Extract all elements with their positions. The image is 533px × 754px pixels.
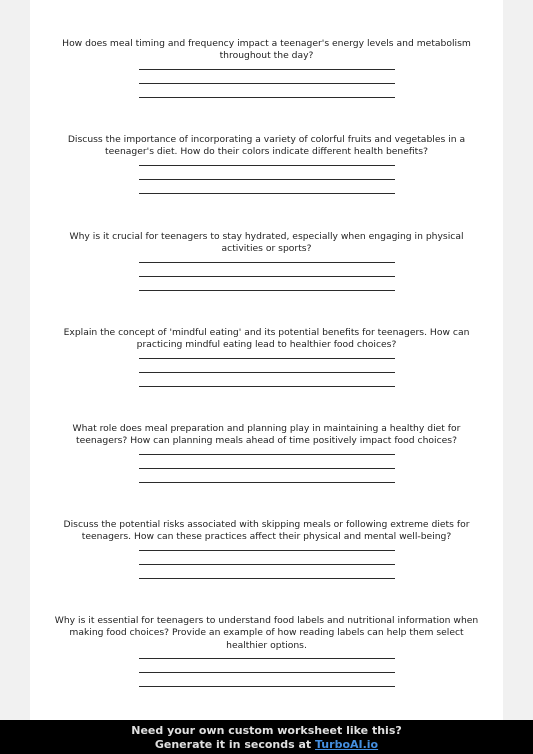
promo-headline: Need your own custom worksheet like this? <box>131 724 402 737</box>
question-block <box>30 327 503 387</box>
answer-line <box>139 578 395 579</box>
promo-subline-text: Generate it in seconds at <box>154 738 316 751</box>
question-text: Discuss the importance of incorporating a variety of colorful fruits and vegetables in a teenager's diet. How do their colors indicate different health benefits? <box>67 134 466 158</box>
question-block <box>30 615 503 687</box>
answer-line <box>139 276 395 277</box>
answer-line <box>139 372 395 373</box>
question-text: Discuss the potential risks associated with skipping meals or following extreme diets for teenagers. How can these practices affect their physical and mental well-being? <box>63 519 470 543</box>
answer-line <box>139 468 395 469</box>
question-text: How does meal timing and frequency impact a teenager's energy levels and metabolism throughout the day? <box>62 38 471 62</box>
answer-line <box>139 69 395 70</box>
answer-line <box>139 97 395 98</box>
answer-line <box>139 686 395 687</box>
answer-line <box>139 564 395 565</box>
answer-line <box>139 179 395 180</box>
answer-line <box>139 454 395 455</box>
question-block <box>30 519 503 579</box>
worksheet-page <box>30 0 503 754</box>
question-block <box>30 231 503 291</box>
promo-subline <box>0 738 533 751</box>
turboai-link[interactable]: TurboAI.io <box>315 738 379 751</box>
question-block <box>30 423 503 483</box>
answer-line <box>139 193 395 194</box>
question-block <box>30 38 503 98</box>
question-text: Why is it essential for teenagers to understand food labels and nutritional information when making food choices? Provide an example of how reading labels can help them select healthier options. <box>54 615 479 651</box>
answer-line <box>139 262 395 263</box>
answer-line <box>139 83 395 84</box>
answer-line <box>139 386 395 387</box>
answer-line <box>139 658 395 659</box>
promo-footer-bar <box>0 720 533 754</box>
answer-line <box>139 358 395 359</box>
question-text: What role does meal preparation and planning play in maintaining a healthy diet for teenagers? How can planning meals ahead of time positively impact food choices? <box>72 423 461 447</box>
answer-line <box>139 165 395 166</box>
question-block <box>30 134 503 194</box>
answer-line <box>139 550 395 551</box>
question-text: Explain the concept of 'mindful eating' and its potential benefits for teenagers. How can practicing mindful eating lead to healthier food choices? <box>63 327 470 351</box>
answer-line <box>139 482 395 483</box>
answer-line <box>139 672 395 673</box>
question-text: Why is it crucial for teenagers to stay hydrated, especially when engaging in physical activities or sports? <box>69 231 464 255</box>
answer-line <box>139 290 395 291</box>
